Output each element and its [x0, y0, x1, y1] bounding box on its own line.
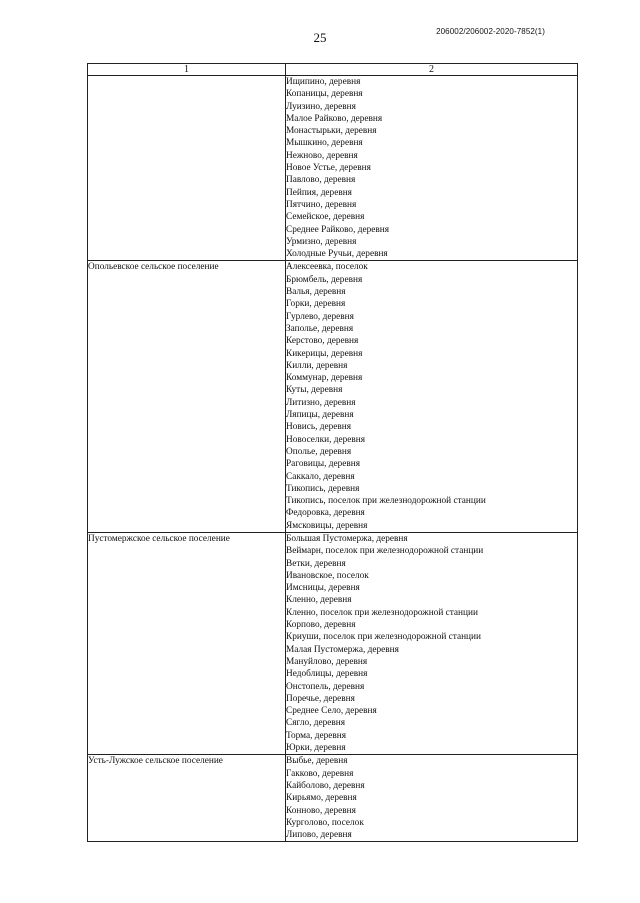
place-item: Криуши, поселок при железнодорожной станции [286, 632, 481, 643]
place-item: Среднее Село, деревня [286, 706, 377, 717]
place-item: Алексеевка, поселок [286, 262, 368, 273]
place-item: Конново, деревня [286, 805, 356, 816]
place-item: Нежново, деревня [286, 150, 358, 161]
settlement-name-cell [88, 76, 286, 261]
place-item: Мануйлово, деревня [286, 656, 368, 667]
place-item: Семейское, деревня [286, 212, 365, 223]
place-item: Раговицы, деревня [286, 459, 361, 470]
place-item: Липово, деревня [286, 830, 352, 841]
place-item: Заполье, деревня [286, 323, 354, 334]
settlement-name-cell: Пустомержское сельское поселение [88, 532, 286, 754]
place-item: Поречье, деревня [286, 693, 355, 704]
place-item: Кленно, поселок при железнодорожной станции [286, 607, 478, 618]
place-item: Гакково, деревня [286, 768, 354, 779]
place-item: Среднее Райково, деревня [286, 224, 389, 235]
place-item: Торма, деревня [286, 730, 347, 741]
place-item: Копаницы, деревня [286, 89, 363, 100]
table-body [88, 76, 578, 842]
place-item: Кирьямо, деревня [286, 793, 357, 804]
document-code: 206002/206002-2020-7852(1) [436, 27, 545, 36]
place-item: Веймарн, поселок при железнодорожной станции [286, 546, 484, 557]
place-item: Валья, деревня [286, 287, 346, 298]
place-item: Пейпия, деревня [286, 187, 352, 198]
page-number: 25 [313, 30, 327, 45]
place-item: Холодные Ручьи, деревня [286, 249, 388, 260]
place-item: Кайболово, деревня [286, 780, 365, 791]
place-item: Саккало, деревня [286, 471, 355, 482]
place-item: Корпово, деревня [286, 620, 356, 631]
place-item: Ополье, деревня [286, 446, 352, 457]
settlements-table [87, 63, 578, 842]
place-item: Павлово, деревня [286, 175, 356, 186]
settlement-name-cell: Усть-Лужское сельское поселение [88, 755, 286, 842]
column-header-2: 2 [286, 64, 578, 76]
place-item: Онстопель, деревня [286, 681, 365, 692]
place-item: Новись, деревня [286, 422, 352, 433]
place-item: Новое Устье, деревня [286, 163, 371, 174]
place-item: Ляпицы, деревня [286, 410, 354, 421]
place-item: Кикерицы, деревня [286, 348, 363, 359]
place-item: Литизно, деревня [286, 397, 356, 408]
place-item: Горки, деревня [286, 299, 346, 310]
place-item: Кленно, деревня [286, 595, 352, 606]
place-item: Луизино, деревня [286, 101, 356, 112]
table-row [88, 261, 578, 533]
settlement-name-cell: Опольевское сельское поселение [88, 261, 286, 533]
place-item: Брюмбель, деревня [286, 274, 363, 285]
place-item: Тикопись, деревня [286, 483, 360, 494]
table-header-row [88, 64, 578, 76]
place-item: Ветки, деревня [286, 558, 346, 569]
place-item: Ивановское, поселок [286, 570, 369, 581]
place-item: Керстово, деревня [286, 336, 359, 347]
place-item: Большая Пустомержа, деревня [286, 533, 408, 544]
table-row [88, 755, 578, 842]
place-item: Имсницы, деревня [286, 583, 360, 594]
places-cell [286, 532, 578, 754]
place-item: Мышкино, деревня [286, 138, 363, 149]
place-item: Выбье, деревня [286, 756, 348, 767]
place-item: Тикопись, поселок при железнодорожной станции [286, 496, 486, 507]
place-item: Урмизно, деревня [286, 236, 357, 247]
place-item: Юрки, деревня [286, 743, 346, 754]
place-item: Килли, деревня [286, 360, 348, 371]
place-item: Ямсковицы, деревня [286, 520, 368, 531]
place-item: Недоблицы, деревня [286, 669, 368, 680]
place-item: Коммунар, деревня [286, 373, 363, 384]
place-item: Федоровка, деревня [286, 508, 365, 519]
place-item: Сягло, деревня [286, 718, 346, 729]
place-item: Гурлево, деревня [286, 311, 354, 322]
places-cell [286, 76, 578, 261]
places-cell [286, 755, 578, 842]
place-item: Новоселки, деревня [286, 434, 365, 445]
place-item: Монастырьки, деревня [286, 126, 377, 137]
place-item: Ищипино, деревня [286, 77, 361, 87]
place-item: Малое Райково, деревня [286, 113, 383, 124]
place-item: Куты, деревня [286, 385, 343, 396]
place-item: Курголово, поселок [286, 817, 364, 828]
places-cell [286, 261, 578, 533]
place-item: Пятчино, деревня [286, 199, 357, 210]
table-row [88, 532, 578, 754]
place-item: Малая Пустомержа, деревня [286, 644, 399, 655]
table-row [88, 76, 578, 261]
column-header-1: 1 [88, 64, 286, 76]
